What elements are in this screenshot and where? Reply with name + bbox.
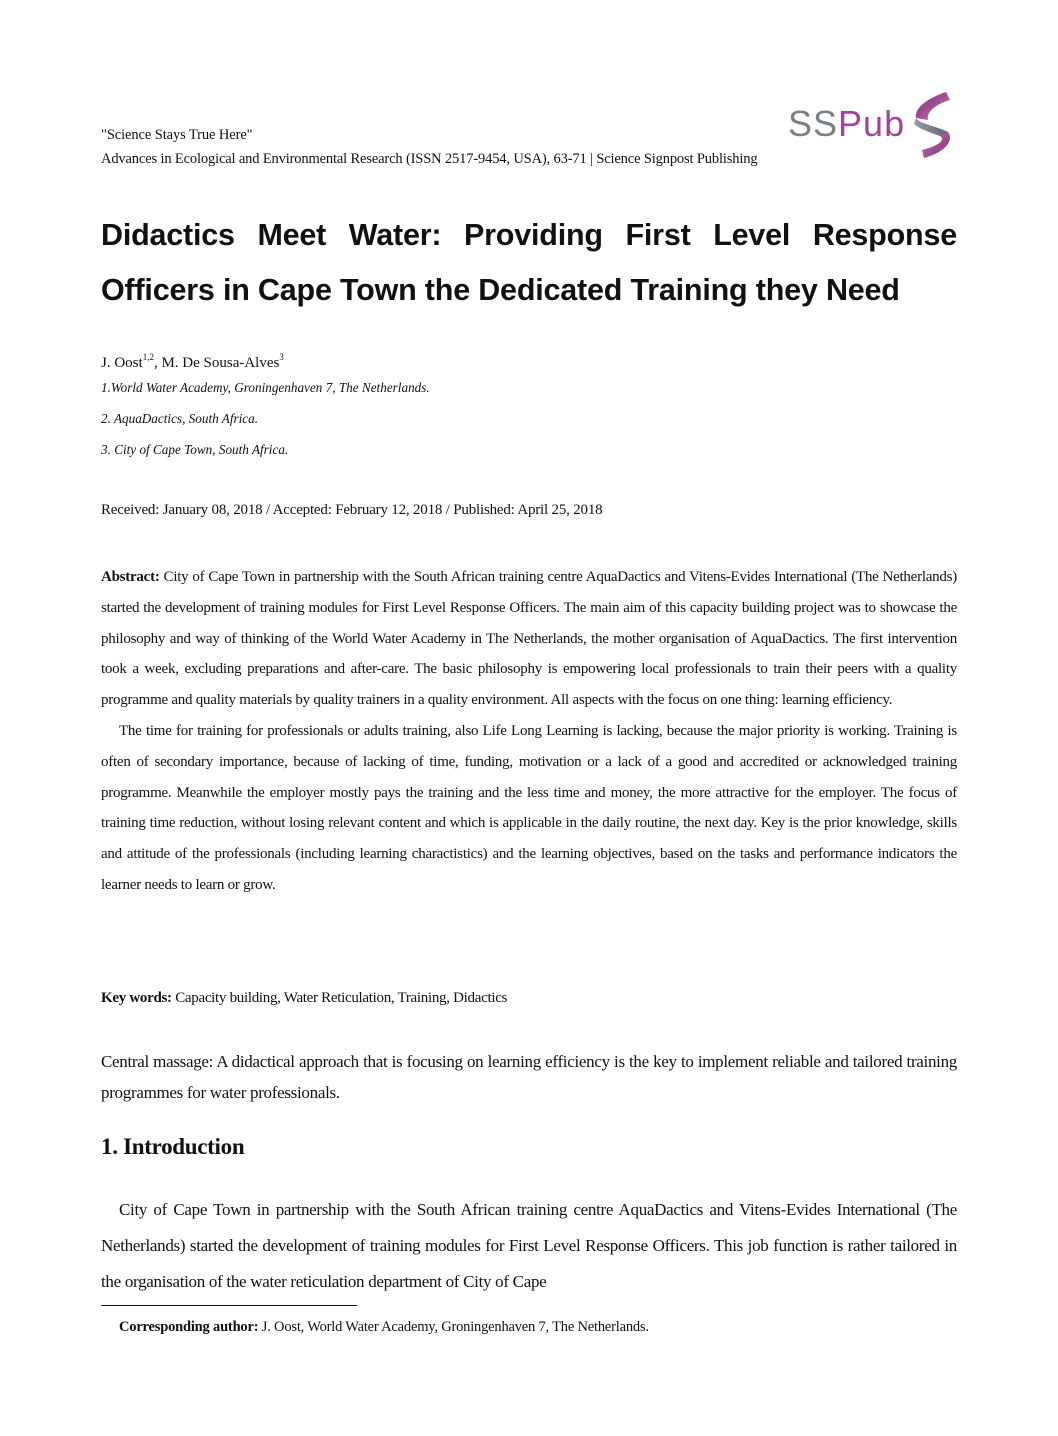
central-message: Central massage: A didactical approach that is focusing on learning efficiency is the key to implement reliable and tailored training programmes for water professionals. (101, 1052, 957, 1102)
affiliation-3: 3. City of Cape Town, South Africa. (101, 442, 289, 457)
logo-text-pub: Pub (838, 103, 906, 144)
author-name: M. De Sousa-Alves (161, 355, 280, 371)
logo-wordmark (788, 104, 905, 144)
ribbon-s-icon (906, 90, 956, 160)
publication-dates: Received: January 08, 2018 / Accepted: February 12, 2018 / Published: April 25, 2018 (101, 502, 603, 518)
footnote-value: J. Oost, World Water Academy, Groningenhaven 7, The Netherlands. (258, 1319, 649, 1335)
author-list (101, 347, 284, 373)
affiliation-2: 2. AquaDactics, South Africa. (101, 411, 259, 426)
abstract-paragraph: The time for training for professionals or adults training, also Life Long Learning is lacking, because the major priority is working. Training is often of secondary importance, because of lacking of time, funding, motivation or a lack of a good and accredited or acknowledged training programme. Meanwhile the employer mostly pays the training and the less time and money, the more attractive for the employer. The focus of training time reduction, without losing relevant content and which is applicable in the daily routine, the next day. Key is the prior knowledge, skills and attitude of the professionals (including learning charactistics) and the learning objectives, based on the tasks and performance indicators the learner needs to learn or grow. (101, 722, 957, 893)
affiliation-1: 1.World Water Academy, Groningenhaven 7, The Netherlands. (101, 380, 430, 395)
introduction-paragraph: City of Cape Town in partnership with the South African training centre AquaDactics and Vitens-Evides International (The Netherlands) started the development of training modules for First Level Response Officers. This job function is rather tailored in the organisation of the water reticulation department of City of Cape (101, 1200, 957, 1291)
keywords-label: Key words: (101, 990, 172, 1006)
abstract-paragraph (101, 562, 957, 716)
title-line-1: Didactics Meet Water: Providing First Level Response (101, 218, 957, 252)
logo-text-ss: SS (788, 103, 839, 144)
paper-title (101, 208, 957, 318)
footnote-rule (101, 1305, 357, 1306)
ribbon-bottom (922, 132, 950, 158)
author-separator: , (153, 355, 162, 371)
author-name: J. Oost (101, 355, 143, 371)
abstract-label: Abstract: (101, 569, 160, 585)
journal-slogan: "Science Stays True Here" (101, 127, 253, 143)
footnote-corresponding-author (119, 1317, 649, 1337)
section-heading-introduction: 1. Introduction (101, 1134, 245, 1159)
footnote-label: Corresponding author: (119, 1319, 259, 1335)
journal-citation: Advances in Ecological and Environmental Research (ISSN 2517-9454, USA), 63-71 | Science Signpost Publishing (101, 151, 758, 167)
affiliation-marker: 3 (279, 352, 284, 362)
keywords-value: Capacity building, Water Reticulation, Training, Didactics (171, 990, 508, 1006)
title-line-2: Officers in Cape Town the Dedicated Training they Need (101, 273, 900, 307)
keywords (101, 988, 507, 1008)
sspub-logo (788, 90, 958, 162)
affiliation-marker: 1,2 (142, 352, 154, 362)
ribbon-top (916, 92, 950, 120)
abstract-text: City of Cape Town in partnership with the South African training centre AquaDactics and Vitens-Evides International (The Netherlands) started the development of training modules for First Level Response Officers. The main aim of this capacity building project was to showcase the philosophy and way of thinking of the World Water Academy in The Netherlands, the mother organisation of AquaDactics. The first intervention took a week, excluding preparations and after-care. The basic philosophy is empowering local professionals to train their peers with a quality programme and quality materials by quality trainers in a quality environment. All aspects with the focus on one thing: learning efficiency. (101, 569, 957, 709)
abstract (101, 562, 957, 901)
